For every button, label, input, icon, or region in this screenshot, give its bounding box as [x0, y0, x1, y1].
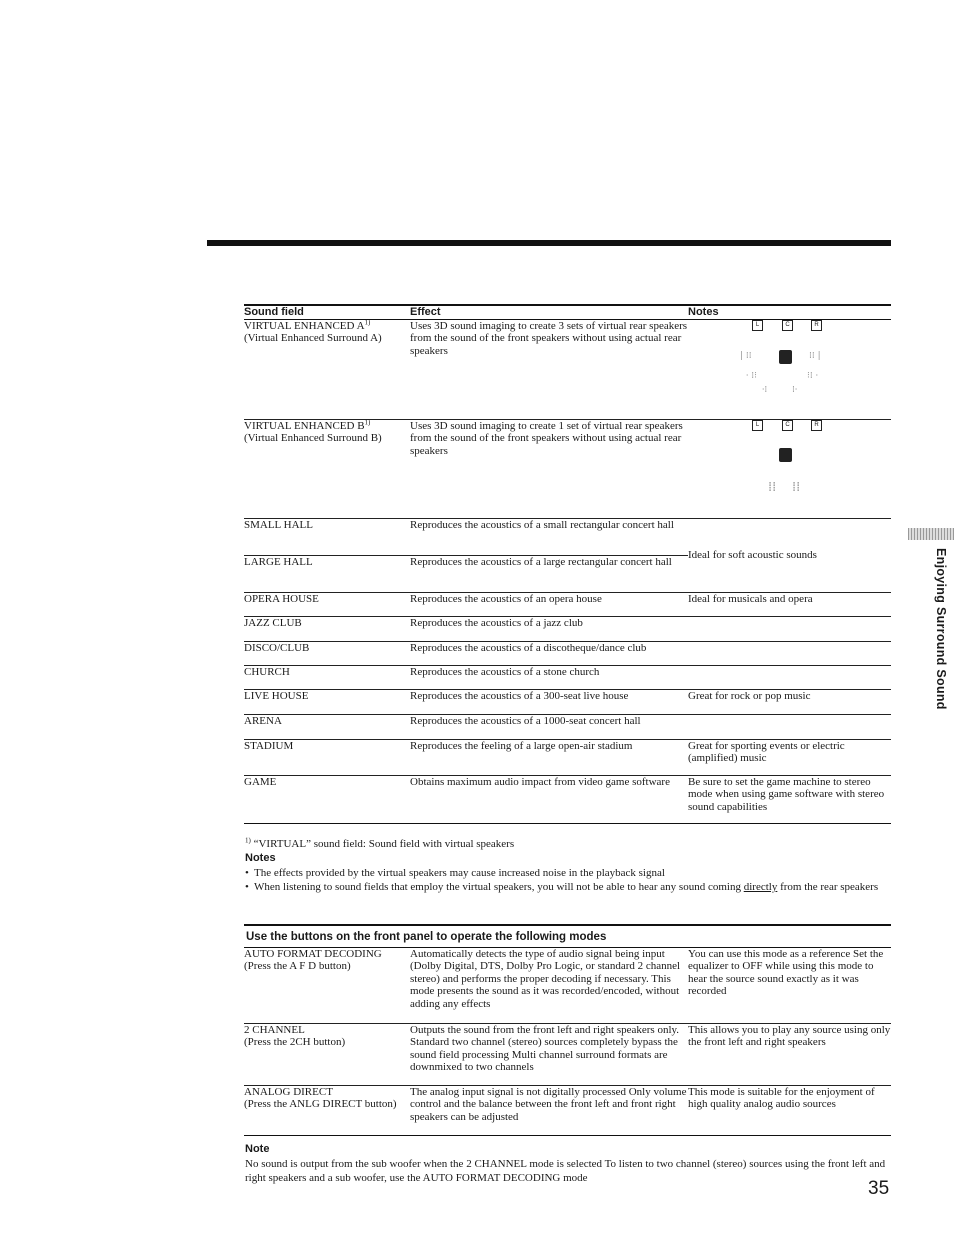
section-side-label: Enjoying Surround Sound: [934, 548, 948, 710]
effect-cell: Obtains maximum audio impact from video game software: [410, 775, 688, 823]
effect-cell: Reproduces the feeling of a large open-air stadium: [410, 739, 688, 775]
notes-cell: Great for sporting events or electric (amplified) music: [688, 739, 891, 775]
table-row: [244, 616, 891, 641]
footnote-marker: 1): [364, 317, 371, 326]
virtual-b-speaker-diagram: [688, 420, 891, 510]
table-row: [244, 739, 891, 775]
virtual-speaker-icon: ⁞⁞: [792, 479, 801, 495]
virtual-speaker-icon: ⸱⁞: [762, 384, 768, 395]
table-header: [244, 925, 891, 947]
effect-cell: Uses 3D sound imaging to create 1 set of virtual rear speakers from the sound of the front speakers without using actual rear speakers: [410, 419, 688, 518]
table-row: [244, 775, 891, 823]
field-subtitle: (Virtual Enhanced Surround A): [244, 332, 382, 344]
table-row: [244, 689, 891, 714]
field-cell: SMALL HALL: [244, 518, 410, 555]
list-item: [245, 880, 891, 894]
effect-cell: The analog input signal is not digitally processed Only volume control and the balance between the front left and front right speakers can be adjusted: [410, 1085, 688, 1135]
notes-cell: [688, 616, 891, 641]
effect-cell: Reproduces the acoustics of a large rectangular concert hall: [410, 555, 688, 592]
modes-table-title: Use the buttons on the front panel to operate the following modes: [244, 925, 891, 947]
note-text: No sound is output from the sub woofer when the 2 CHANNEL mode is selected To listen to two channel (stereo) sources using the front left and right speakers and a sub woofer, use the AUTO FORMAT DECODING mode: [245, 1158, 886, 1184]
virtual-speaker-icon: ⸱ ⁞⁝: [746, 370, 757, 381]
header-effect: Effect: [410, 305, 688, 319]
footnote-marker: 1): [364, 417, 371, 426]
notes-cell: Great for rock or pop music: [688, 689, 891, 714]
field-cell: OPERA HOUSE: [244, 592, 410, 616]
speaker-left-icon: L: [752, 320, 763, 331]
table-row: [244, 419, 891, 518]
notes-cell: You can use this mode as a reference Set the equalizer to OFF while using this mode to hear the source sound exactly as it was recorded: [688, 947, 891, 1023]
notes-cell: This mode is suitable for the enjoyment of high quality analog audio sources: [688, 1085, 891, 1135]
field-cell: ARENA: [244, 714, 410, 739]
field-cell: CHURCH: [244, 665, 410, 689]
effect-cell: Reproduces the acoustics of a discotheque/dance club: [410, 641, 688, 665]
table-row: [244, 319, 891, 419]
effect-cell: Reproduces the acoustics of a 300-seat live house: [410, 689, 688, 714]
note-text: When listening to sound fields that employ the virtual speakers, you will not be able to hear any sound coming: [254, 881, 744, 893]
mode-name: ANALOG DIRECT: [244, 1085, 333, 1098]
table-row: [244, 641, 891, 665]
virtual-speaker-icon: ⁞⁞: [768, 479, 777, 495]
speaker-left-icon: L: [752, 420, 763, 431]
footnote-marker: 1): [245, 836, 251, 845]
top-rule: [207, 240, 891, 246]
field-cell: LIVE HOUSE: [244, 689, 410, 714]
effect-cell: Reproduces the acoustics of a stone church: [410, 665, 688, 689]
section-tab-marker: [908, 528, 954, 540]
effect-cell: Automatically detects the type of audio signal being input (Dolby Digital, DTS, Dolby Pro Logic, or standard 2 channel stereo) and performs the proper decoding if necessary. This mode presents the sound as it was recorded/encoded, without adding any effects: [410, 947, 688, 1023]
virtual-speaker-icon: ⁞⁞ |: [809, 350, 821, 361]
notes-cell: This allows you to play any source using only the front left and right speakers: [688, 1023, 891, 1085]
effect-cell: Reproduces the acoustics of a small rectangular concert hall: [410, 518, 688, 555]
header-notes: Notes: [688, 305, 891, 319]
sound-field-table: [244, 304, 891, 824]
listener-icon: [779, 350, 792, 364]
notes-cell: [688, 419, 891, 518]
page-number: 35: [868, 1178, 890, 1199]
field-name: VIRTUAL ENHANCED A: [244, 319, 365, 332]
mode-button-hint: (Press the 2CH button): [244, 1036, 346, 1048]
note-text-tail: from the rear speakers: [777, 881, 879, 893]
speaker-center-icon: C: [782, 320, 793, 331]
notes-cell: [688, 714, 891, 739]
list-item: • The effects provided by the virtual speakers may cause increased noise in the playback signal: [245, 866, 891, 880]
table-header: [244, 305, 891, 319]
speaker-center-icon: C: [782, 420, 793, 431]
mode-cell: [244, 1085, 410, 1135]
footnote: [245, 838, 514, 850]
field-name: VIRTUAL ENHANCED B: [244, 419, 365, 432]
field-subtitle: (Virtual Enhanced Surround B): [244, 432, 382, 444]
field-cell: GAME: [244, 775, 410, 823]
front-panel-modes-table: [244, 924, 891, 1136]
mode-name: AUTO FORMAT DECODING: [244, 947, 382, 960]
table-row: [244, 592, 891, 616]
table-row: [244, 665, 891, 689]
mode-name: 2 CHANNEL: [244, 1023, 305, 1036]
table-row: [244, 518, 891, 555]
notes-cell: Ideal for soft acoustic sounds: [688, 518, 891, 592]
notes-cell: Be sure to set the game machine to stereo mode when using game software with stereo sound capabilities: [688, 775, 891, 823]
virtual-speaker-icon: ⁞⸱: [792, 384, 798, 395]
header-sound-field: Sound field: [244, 305, 410, 319]
mode-cell: [244, 947, 410, 1023]
mode-button-hint: (Press the ANLG DIRECT button): [244, 1098, 397, 1110]
effect-cell: Outputs the sound from the front left and right speakers only. Standard two channel (stereo) sources completely bypass the sound field processing Multi channel surround formats are downmixed to two channels: [410, 1023, 688, 1085]
virtual-speaker-icon: | ⁞⁞: [740, 350, 752, 361]
effect-cell: Uses 3D sound imaging to create 3 sets of virtual rear speakers from the sound of the front speakers without using actual rear speakers: [410, 319, 688, 419]
table-row: [244, 947, 891, 1023]
notes-list: [245, 866, 891, 894]
field-cell: STADIUM: [244, 739, 410, 775]
speaker-right-icon: R: [811, 420, 822, 431]
field-cell: DISCO/CLUB: [244, 641, 410, 665]
notes-title: Notes: [245, 852, 276, 864]
field-cell: [244, 419, 410, 518]
field-cell: LARGE HALL: [244, 555, 410, 592]
notes-cell: Ideal for musicals and opera: [688, 592, 891, 616]
notes-cell: [688, 665, 891, 689]
mode-cell: [244, 1023, 410, 1085]
mode-button-hint: (Press the A F D button): [244, 960, 351, 972]
footnote-text: “VIRTUAL” sound field: Sound field with virtual speakers: [253, 838, 515, 850]
notes-cell: [688, 641, 891, 665]
notes-cell: [688, 319, 891, 419]
table-row: [244, 1085, 891, 1135]
table-row: [244, 714, 891, 739]
listener-icon: [779, 448, 792, 462]
effect-cell: Reproduces the acoustics of a 1000-seat concert hall: [410, 714, 688, 739]
note-underlined-word: directly: [743, 881, 778, 893]
table-row: [244, 1023, 891, 1085]
effect-cell: Reproduces the acoustics of an opera house: [410, 592, 688, 616]
note-title: Note: [245, 1143, 270, 1155]
virtual-a-speaker-diagram: [688, 320, 891, 410]
virtual-speaker-icon: ⁝⁞ ⸱: [807, 370, 818, 381]
effect-cell: Reproduces the acoustics of a jazz club: [410, 616, 688, 641]
field-cell: [244, 319, 410, 419]
speaker-right-icon: R: [811, 320, 822, 331]
field-cell: JAZZ CLUB: [244, 616, 410, 641]
